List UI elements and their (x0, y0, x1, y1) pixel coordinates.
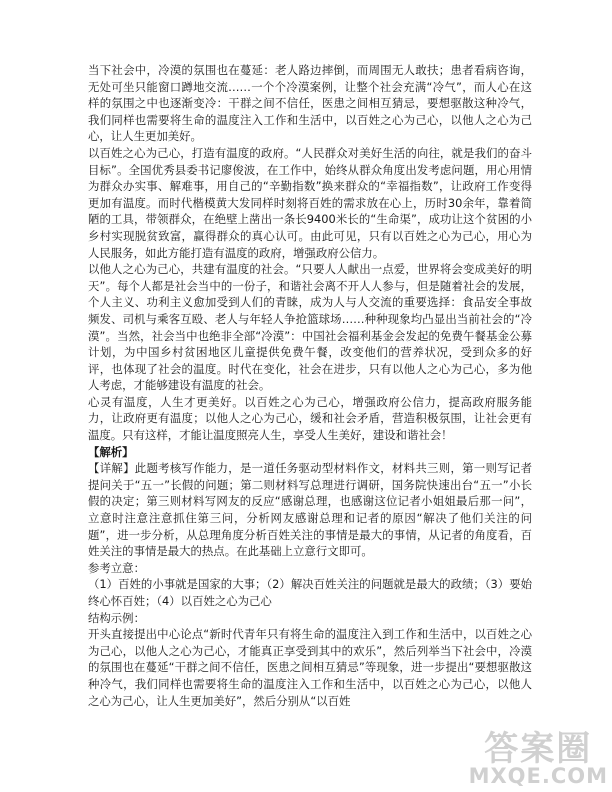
detailed-analysis-paragraph: 【详解】此题考核写作能力，是一道任务驱动型材料作文，材料共三则，第一则写记者提问关于“五一”长假的问题；第二则材料写总理进行调研，国务院快速出台“五一”小长假的决定；第三则材料写网友的反应“感谢总理，也感谢这位记者小姐姐最后那一问”，立意时注意注意抓住第三问，分析网友感谢总理和记者的原因“解决了他们关注的问题”，进一步分析，从总理角度分析百姓关注的事情是最大的事情，从记者的角度看，百姓关注的事情是最大的热点。在此基础上立意行文即可。 (88, 461, 532, 559)
essay-government-paragraph: 以百姓之心为己心，打造有温度的政府。“人民群众对美好生活的向往，就是我们的奋斗目标”。全国优秀县委书记廖俊波，在工作中，始终从群众角度出发考虑问题，用心用情为群众办实事、解难事，用自己的“辛勤指数”换来群众的“幸福指数”，让政府工作变得更加有温度。而时代楷模黄大发同样时刻将百姓的需求放在心上，历时30余年，靠着简陋的工具，带领群众，在绝壁上凿出一条长9400米长的“生命渠”，成功让这个贫困的小乡村实现脱贫致富，赢得群众的真心认可。由此可见，只有以百姓之心为己心，用心为人民服务，如此方能打造有温度的政府，增强政府公信力。 (88, 145, 532, 260)
essay-conclusion-paragraph: 心灵有温度，人生才更美好。以百姓之心为己心，增强政府公信力，提高政府服务能力，让政府更有温度；以他人之心为己心，缓和社会矛盾，营造积极氛围，让社会更有温度。只有这样，才能让温度照亮人生，享受人生美好，建设和谐社会！ (88, 394, 532, 443)
essay-intro-paragraph: 当下社会中，冷漠的氛围也在蔓延：老人路边摔倒，而周围无人敢扶；患者看病咨询，无处可坐只能窗口蹲地交流……一个个冷漠案例，让整个社会充满“冷气”，而人心在这样的氛围之中也逐渐变冷：干群之间不信任，医患之间相互猜忌，要想驱散这种冷气，我们同样也需要将生命的温度注入工作和生活中，以百姓之心为己心，以他人之心为己心，让人生更加美好。 (88, 63, 532, 144)
site-watermark (469, 721, 608, 788)
reference-ideas-label: 参考立意： (88, 560, 145, 575)
reference-ideas-list: （1）百姓的小事就是国家的大事；（2）解决百姓关注的问题就是最大的政绩；（3）要始终心怀百姓；（4）以百姓之心为己心 (88, 577, 532, 608)
watermark-cn-text: 答案圈 (484, 729, 593, 769)
essay-society-paragraph: 以他人之心为己心，共建有温度的社会。“只要人人献出一点爱，世界将会变成美好的明天”。每个人都是社会当中的一份子，和谐社会离不开人人参与，但是随着社会的发展，个人主义、功利主义愈加受到人们的青睐，成为人与人交流的重要选择：食品安全事故频发、司机与乘客互殴、老人与年轻人争抢篮球场……种种现象均凸显出当前社会的“冷漠”。当然，社会当中也绝非全部“冷漠”：中国社会福利基金会发起的免费午餐基金公募计划，为中国乡村贫困地区儿童提供免费午餐，改变他们的营养状况，受到众多的好评，也体现了社会的温度。时代在变化，社会在进步，只有以他人之心为己心，多为他人考虑，才能够建设有温度的社会。 (88, 262, 532, 393)
structure-example-paragraph: 开头直接提出中心论点“新时代青年只有将生命的温度注入到工作和生活中，以百姓之心为己心，以他人之心为己心，才能真正享受到其中的欢乐”，然后列举当下社会中，冷漠的氛围也在蔓延“干群之间不信任，医患之间相互猜忌”等现象，进一步提出“要想驱散这种冷气，我们同样也需要将生命的温度注入工作和生活中，以百姓之心为己心，以他人之心为己心，让人生更加美好”，然后分别从“以百姓 (88, 627, 532, 708)
structure-example-label: 结构示例： (88, 610, 145, 625)
document-body (88, 62, 532, 709)
analysis-heading: 【解析】 (88, 444, 134, 459)
watermark-url-text: MXQE.COM (468, 764, 608, 788)
